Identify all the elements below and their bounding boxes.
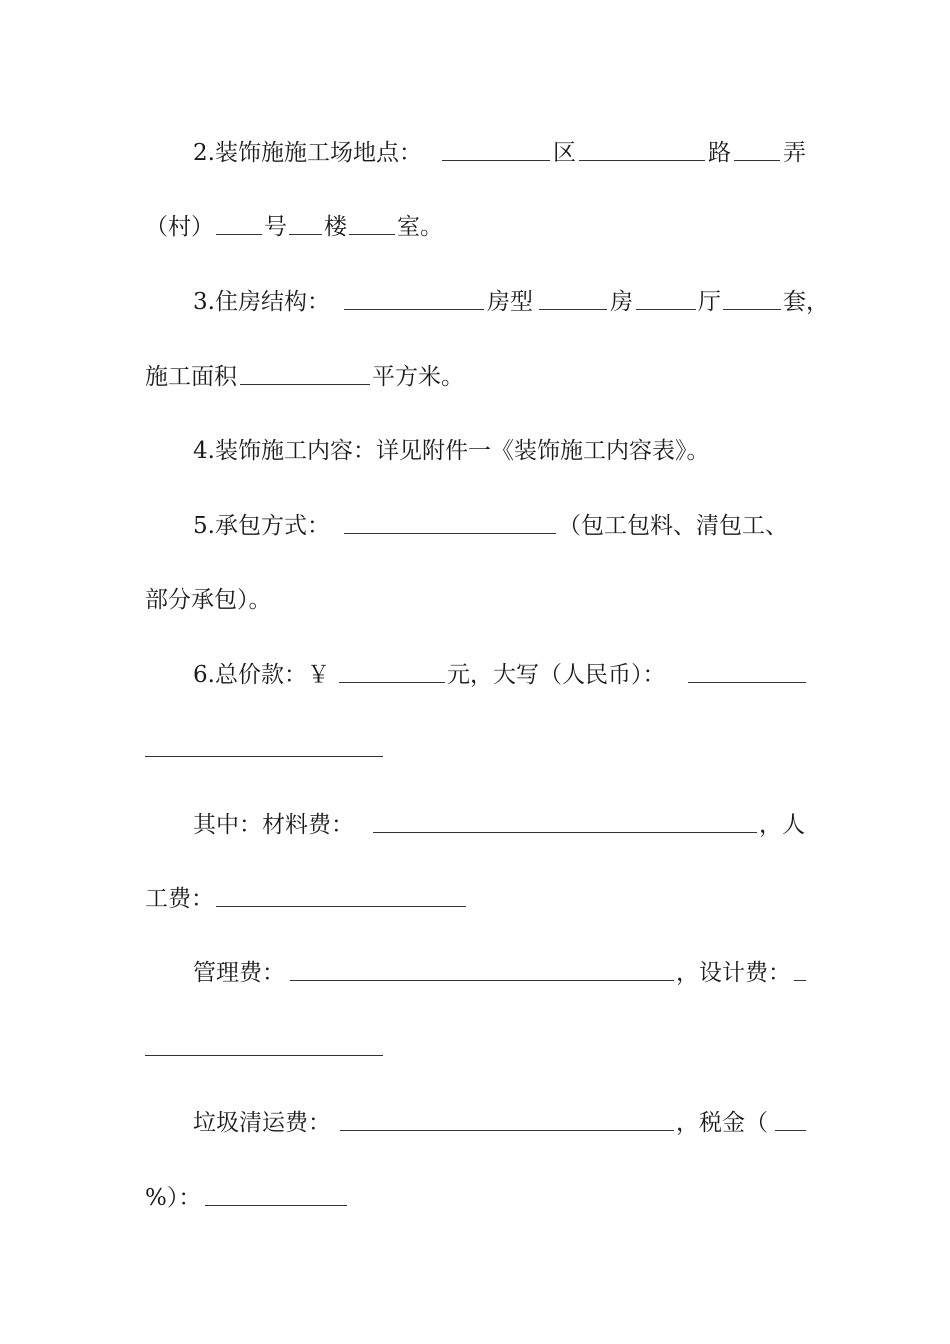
label-number: 号: [264, 214, 287, 240]
tax-rate-blank[interactable]: [775, 1108, 806, 1131]
label-total-words: 元，大写（人民币）：: [447, 662, 666, 688]
label-house-type: 房型: [487, 289, 533, 315]
label-sets: 套，: [783, 289, 829, 315]
label-garbage-fee: 垃圾清运费：: [193, 1110, 331, 1136]
garbage-fee-blank[interactable]: [340, 1108, 674, 1131]
contract-method-blank[interactable]: [344, 511, 556, 534]
total-words-blank[interactable]: [688, 660, 806, 683]
label-halls: 厅: [698, 289, 721, 315]
district-blank[interactable]: [442, 138, 550, 161]
total-words-blank-cont[interactable]: [145, 734, 383, 757]
label-location: 2.装饰施施工场地点：: [193, 140, 422, 166]
halls-blank[interactable]: [636, 287, 696, 310]
number-blank[interactable]: [216, 212, 262, 235]
room-blank[interactable]: [349, 212, 395, 235]
lane-blank[interactable]: [734, 138, 780, 161]
road-blank[interactable]: [579, 138, 705, 161]
label-contract: 5.承包方式：: [193, 513, 330, 539]
total-amount-blank[interactable]: [339, 660, 445, 683]
label-total: 6.总价款：￥: [193, 662, 330, 688]
contract-options-text: （包工包料、清包工、: [558, 513, 788, 539]
label-management-fee: 管理费：: [193, 960, 285, 986]
label-area: 施工面积: [145, 364, 237, 390]
management-fee-blank[interactable]: [290, 958, 674, 981]
label-room: 室。: [397, 214, 443, 240]
label-tax: ，税金（: [676, 1110, 768, 1136]
contract-options-end: 部分承包）。: [145, 587, 272, 613]
area-blank[interactable]: [240, 362, 370, 385]
label-building: 楼: [324, 214, 347, 240]
design-fee-blank[interactable]: [794, 958, 806, 981]
tax-amount-blank[interactable]: [205, 1183, 347, 1206]
rooms-blank[interactable]: [539, 287, 607, 310]
label-village: （村）: [145, 214, 214, 240]
label-material-fee: 其中：材料费：: [193, 812, 354, 838]
sets-blank[interactable]: [723, 287, 781, 310]
label-district: 区: [553, 140, 576, 166]
label-lane: 弄: [783, 140, 806, 166]
label-square-meters: 平方米。: [372, 364, 464, 390]
labor-fee-blank[interactable]: [216, 884, 466, 907]
material-fee-blank[interactable]: [373, 810, 757, 833]
label-labor-start: ，人: [759, 812, 805, 838]
label-structure: 3.住房结构：: [193, 289, 330, 315]
label-tax-percent: %）：: [145, 1185, 202, 1211]
label-design-fee: ，设计费：: [676, 960, 791, 986]
content-text: 4.装饰施工内容：详见附件一《装饰施工内容表》。: [193, 438, 710, 464]
structure-blank[interactable]: [344, 287, 484, 310]
label-labor-fee: 工费：: [145, 886, 214, 912]
label-rooms: 房: [610, 289, 633, 315]
design-fee-blank-cont[interactable]: [145, 1033, 383, 1056]
label-road: 路: [708, 140, 731, 166]
building-blank[interactable]: [289, 212, 322, 235]
